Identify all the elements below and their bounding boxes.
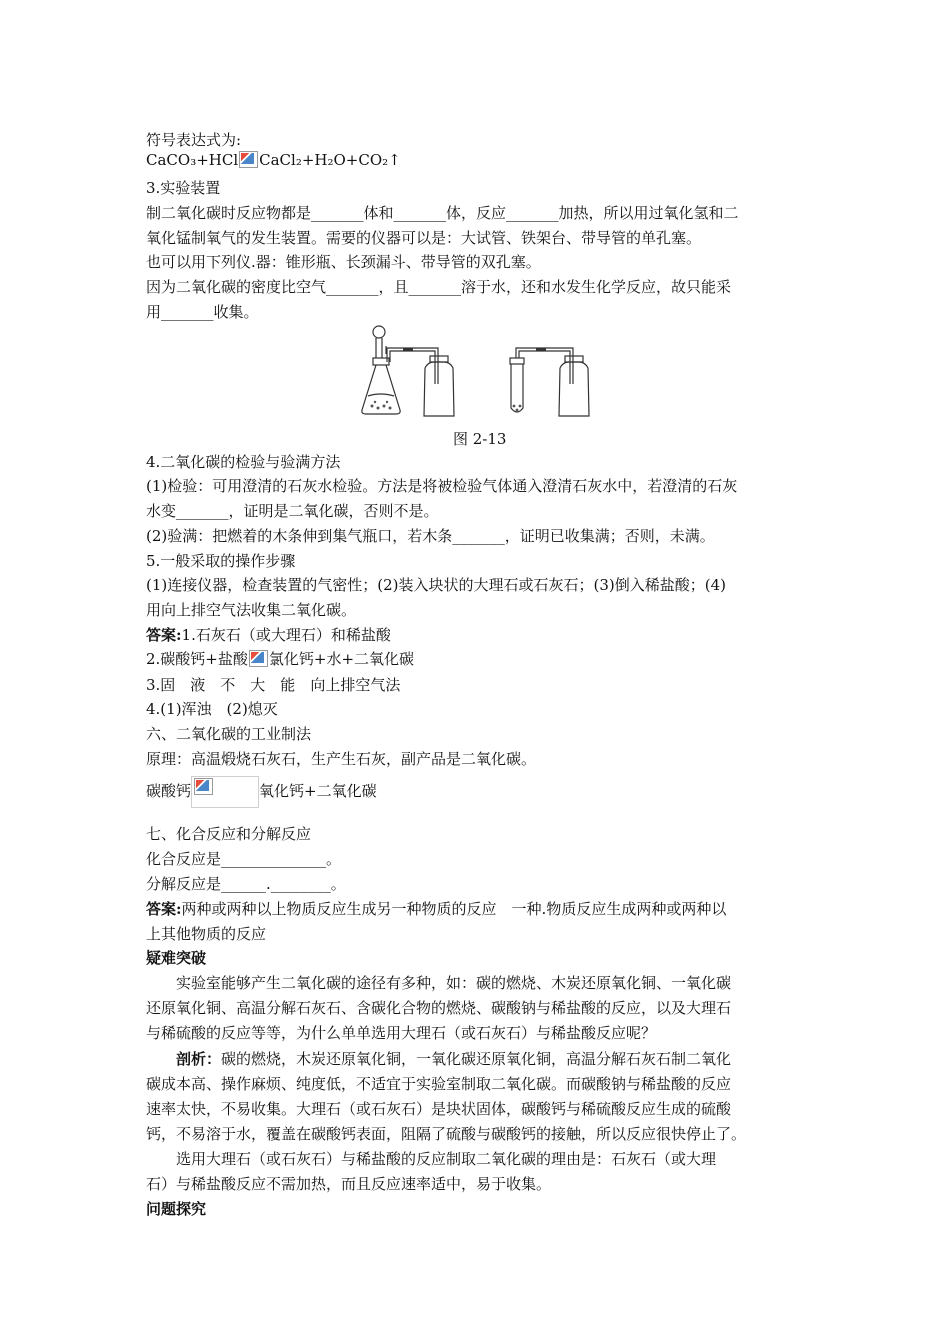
text-line: 符号表达式为: <box>146 131 242 149</box>
text-line: 速率太快，不易收集。大理石（或石灰石）是块状固体，碳酸钙与稀硫酸反应生成的硫酸 <box>146 1100 732 1118</box>
reactants: 碳酸钙 <box>146 782 192 800</box>
broken-image-icon <box>194 778 213 795</box>
formula-line <box>146 776 377 808</box>
text-line: (1)连接仪器，检查装置的气密性；(2)装入块状的大理石或石灰石；(3)倒入稀盐酸；(4) <box>146 576 726 594</box>
answer-label: 答案: <box>146 626 182 644</box>
text-line: 碳成本高、操作麻烦、纯度低，不适宜于实验室制取二氧化碳。而碳酸钠与稀盐酸的反应 <box>146 1075 732 1093</box>
text-line: 也可以用下列仪.器：锥形瓶、长颈漏斗、带导管的双孔塞。 <box>146 253 541 271</box>
text-line: (2)验满：把燃着的木条伸到集气瓶口，若木条_______，证明已收集满；否则，未满。 <box>146 527 715 545</box>
text-line: 上其他物质的反应 <box>146 925 267 943</box>
products: 氧化钙+二氧化碳 <box>259 782 377 800</box>
answer-line <box>146 899 726 919</box>
text-line: 选用大理石（或石灰石）与稀盐酸的反应制取二氧化碳的理由是：石灰石（或大理 <box>176 1150 717 1168</box>
text-line: 实验室能够产生二氧化碳的途径有多种，如：碳的燃烧、木炭还原氧化铜、一氧化碳 <box>176 974 732 992</box>
apparatus-figure <box>360 322 596 422</box>
analysis-label: 剖析： <box>176 1050 222 1068</box>
section-heading: 六、二氧化碳的工业制法 <box>146 725 312 743</box>
section-heading: 4.二氧化碳的检验与验满方法 <box>146 453 341 471</box>
section-heading: 问题探究 <box>146 1200 207 1218</box>
text-line: 钙，不易溶于水，覆盖在碳酸钙表面，阻隔了硫酸与碳酸钙的接触，所以反应很快停止了。 <box>146 1125 747 1143</box>
figure-caption: 图 2-13 <box>453 430 507 448</box>
broken-image-icon <box>249 650 268 667</box>
section-heading: 3.实验装置 <box>146 179 221 197</box>
answer-text: 氯化钙+水+二氧化碳 <box>268 650 415 668</box>
section-heading: 疑难突破 <box>146 949 207 967</box>
formula-line <box>146 150 401 170</box>
answer-text: 2.碳酸钙+盐酸 <box>146 650 248 668</box>
answer-line: 4.(1)浑浊 (2)熄灭 <box>146 700 278 718</box>
text-line: 石）与稀盐酸反应不需加热，而且反应速率适中，易于收集。 <box>146 1175 552 1193</box>
answer-text: 两种或两种以上物质反应生成另一种物质的反应 一种.物质反应生成两种或两种以 <box>181 900 727 918</box>
answer-line <box>146 625 391 645</box>
answer-line: 3.固 液 不 大 能 向上排空气法 <box>146 676 401 694</box>
text-line: 还原氧化铜、高温分解石灰石、含碳化合物的燃烧、碳酸钠与稀盐酸的反应，以及大理石 <box>146 999 732 1017</box>
text-line: 原理：高温煅烧石灰石，生产生石灰，副产品是二氧化碳。 <box>146 750 537 768</box>
analysis-line <box>176 1049 731 1069</box>
text-line: 因为二氧化碳的密度比空气_______，且_______溶于水，还和水发生化学反应，故只能采 <box>146 278 732 296</box>
text-line: 用向上排空气法收集二氧化碳。 <box>146 601 357 619</box>
text-line: 用_______收集。 <box>146 303 259 321</box>
analysis-text: 碳的燃烧，木炭还原氧化铜，一氧化碳还原氧化铜，高温分解石灰石制二氧化 <box>221 1050 732 1068</box>
text-line: (1)检验：可用澄清的石灰水检验。方法是将被检验气体通入澄清石灰水中，若澄清的石灰 <box>146 477 738 495</box>
text-line: 分解反应是______.________。 <box>146 875 346 893</box>
answer-label: 答案: <box>146 900 182 918</box>
products: CaCl₂+H₂O+CO₂↑ <box>259 151 401 169</box>
text-line: 制二氧化碳时反应物都是_______体和_______体，反应_______加热，所以用过氧化氢和二 <box>146 204 739 222</box>
text-line: 与稀硫酸的反应等等，为什么单单选用大理石（或石灰石）与稀盐酸反应呢？ <box>146 1024 657 1042</box>
section-heading: 七、化合反应和分解反应 <box>146 825 312 843</box>
text-line: 水变_______，证明是二氧化碳，否则不是。 <box>146 502 439 520</box>
answer-line <box>146 649 414 669</box>
section-heading: 5.一般采取的操作步骤 <box>146 552 296 570</box>
text-line: 氧化锰制氧气的发生装置。需要的仪器可以是：大试管、铁架台、带导管的单孔塞。 <box>146 229 702 247</box>
answer-text: 1.石灰石（或大理石）和稀盐酸 <box>181 626 391 644</box>
text-line: 化合反应是______________。 <box>146 850 342 868</box>
broken-image-frame <box>191 776 259 808</box>
broken-image-icon <box>239 151 258 168</box>
reactants: CaCO₃+HCl <box>146 151 239 169</box>
